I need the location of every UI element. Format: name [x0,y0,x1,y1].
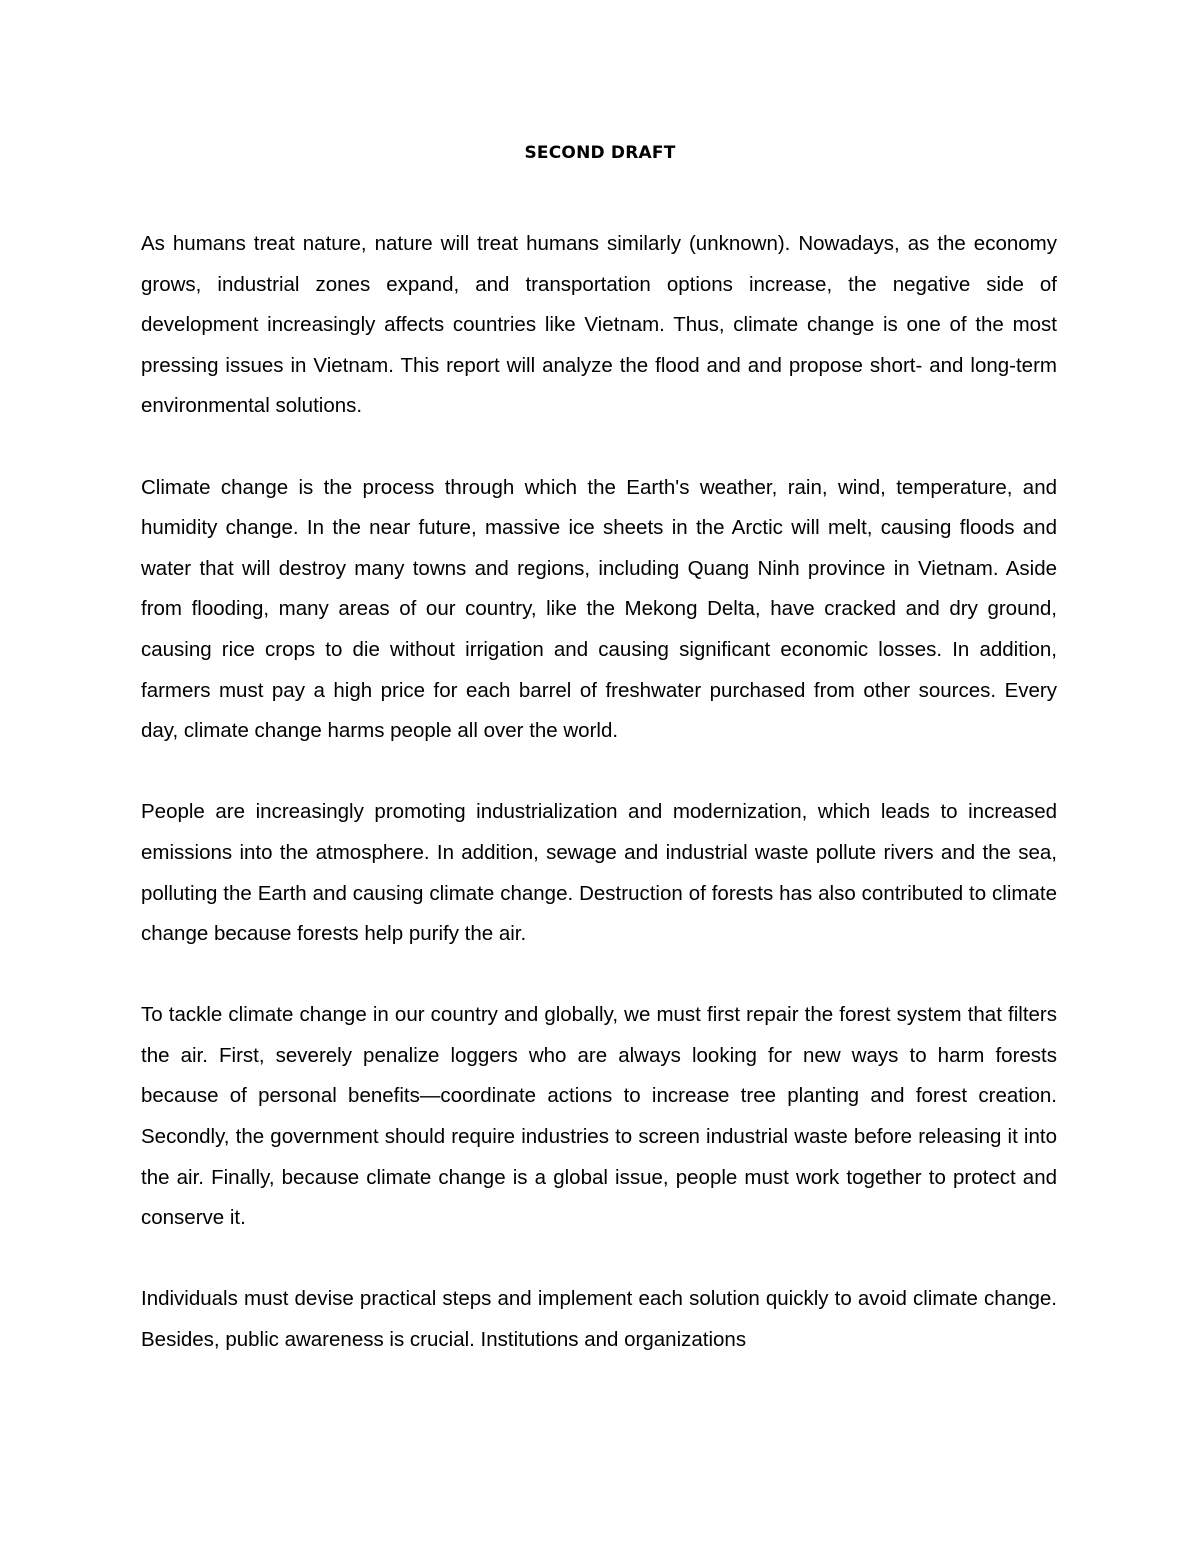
paragraph-individual-actions: Individuals must devise practical steps and implement each solution quickly to avoid climate change. Besides, public awareness is crucial. Institutions and organizations [141,1287,1057,1352]
document-title: SECOND DRAFT [524,143,676,163]
document-body [141,224,1057,1401]
paragraph-causes: People are increasingly promoting industrialization and modernization, which leads to increased emissions into the atmosphere. In addition, sewage and industrial waste pollute rivers and the sea, polluting the Earth and causing climate change. Destruction of forests has also contributed to climate change because forests help purify the air. [141,800,1057,946]
paragraph-intro: As humans treat nature, nature will treat humans similarly (unknown). Nowadays, as the economy grows, industrial zones expand, and transportation options increase, the negative side of development increasingly affects countries like Vietnam. Thus, climate change is one of the most pressing issues in Vietnam. This report will analyze the flood and and propose short- and long-term environmental solutions. [141,232,1057,418]
paragraph-climate-change-definition: Climate change is the process through which the Earth's weather, rain, wind, temperature, and humidity change. In the near future, massive ice sheets in the Arctic will melt, causing floods and water that will destroy many towns and regions, including Quang Ninh province in Vietnam. Aside from flooding, many areas of our country, like the Mekong Delta, have cracked and dry ground, causing rice crops to die without irrigation and causing significant economic losses. In addition, farmers must pay a high price for each barrel of freshwater purchased from other sources. Every day, climate change harms people all over the world. [141,475,1057,743]
paragraph-solutions: To tackle climate change in our country and globally, we must first repair the forest system that filters the air. First, severely penalize loggers who are always looking for new ways to harm forests because of personal benefits—coordinate actions to increase tree planting and forest creation. Secondly, the government should require industries to screen industrial waste before releasing it into the air. Finally, because climate change is a global issue, people must work together to protect and conserve it. [141,1003,1057,1230]
